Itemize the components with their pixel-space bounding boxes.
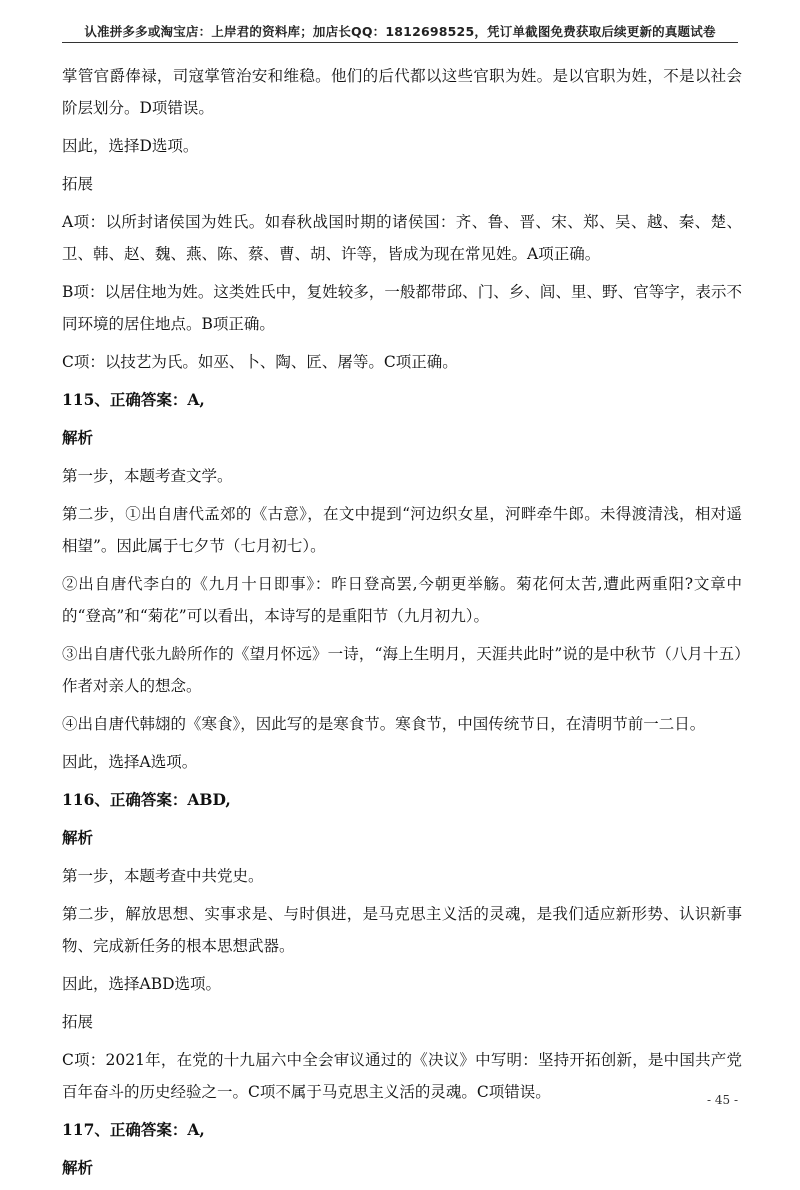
paragraph: C项：以技艺为氏。如巫、卜、陶、匠、屠等。C项正确。 bbox=[62, 353, 458, 371]
header-divider bbox=[62, 42, 738, 43]
page-header: 认准拼多多或淘宝店：上岸君的资料库；加店长QQ：1812698525，凭订单截图免费获取后续更新的真题试卷 bbox=[84, 24, 716, 39]
analysis-heading: 解析 bbox=[62, 1158, 94, 1177]
paragraph: 第一步，本题考查文学。 bbox=[62, 467, 233, 485]
paragraph: ④出自唐代韩翃的《寒食》，因此写的是寒食节。寒食节，中国传统节日，在清明节前一二日。 bbox=[62, 715, 706, 733]
paragraph: 因此，选择A选项。 bbox=[62, 753, 198, 771]
paragraph: ②出自唐代李白的《九月十日即事》：昨日登高罢,今朝更举觞。菊花何太苦,遭此两重阳?文章中的“登高”和“菊花”可以看出，本诗写的是重阳节（九月初九）。 bbox=[62, 575, 742, 625]
answer-heading: 117、正确答案：A, bbox=[62, 1120, 205, 1139]
paragraph: ③出自唐代张九龄所作的《望月怀远》一诗，“海上生明月，天涯共此时”说的是中秋节（八月十五）作者对亲人的想念。 bbox=[62, 645, 742, 695]
paragraph: 第二步，解放思想、实事求是、与时俱进，是马克思主义活的灵魂，是我们适应新形势、认识新事物、完成新任务的根本思想武器。 bbox=[62, 905, 742, 955]
analysis-heading: 解析 bbox=[62, 428, 94, 447]
paragraph: 拓展 bbox=[62, 1013, 94, 1031]
paragraph: B项：以居住地为姓。这类姓氏中，复姓较多，一般都带邱、门、乡、闾、里、野、官等字，表示不同环境的居住地点。B项正确。 bbox=[62, 283, 742, 333]
analysis-heading: 解析 bbox=[62, 828, 94, 847]
paragraph: 因此，选择D选项。 bbox=[62, 137, 199, 155]
paragraph: 拓展 bbox=[62, 175, 94, 193]
answer-heading: 116、正确答案：ABD, bbox=[62, 790, 231, 809]
paragraph: 第一步，本题考查中共党史。 bbox=[62, 867, 264, 885]
answer-heading: 115、正确答案：A, bbox=[62, 390, 205, 409]
paragraph: C项：2021年，在党的十九届六中全会审议通过的《决议》中写明：坚持开拓创新，是中国共产党百年奋斗的历史经验之一。C项不属于马克思主义活的灵魂。C项错误。 bbox=[62, 1051, 742, 1101]
page-number: - 45 - bbox=[706, 1093, 738, 1107]
paragraph: A项：以所封诸侯国为姓氏。如春秋战国时期的诸侯国：齐、鲁、晋、宋、郑、吴、越、秦、楚、卫、韩、赵、魏、燕、陈、蔡、曹、胡、许等，皆成为现在常见姓。A项正确。 bbox=[62, 213, 742, 263]
paragraph: 掌管官爵俸禄，司寇掌管治安和维稳。他们的后代都以这些官职为姓。是以官职为姓，不是以社会阶层划分。D项错误。 bbox=[62, 67, 742, 117]
document-body bbox=[62, 60, 742, 1190]
paragraph: 第二步，①出自唐代孟郊的《古意》，在文中提到“河边织女星，河畔牵牛郎。未得渡清浅，相对遥相望”。因此属于七夕节（七月初七）。 bbox=[62, 505, 742, 555]
paragraph: 因此，选择ABD选项。 bbox=[62, 975, 222, 993]
